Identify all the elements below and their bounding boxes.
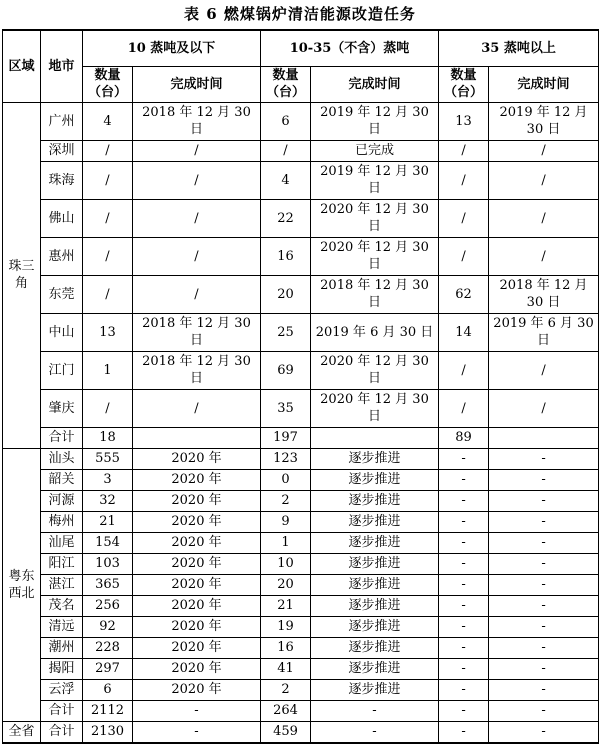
city-cell: 潮州	[41, 637, 83, 658]
qty-cell: /	[83, 237, 133, 275]
city-cell: 肇庆	[41, 389, 83, 427]
qty-cell: 13	[83, 313, 133, 351]
qty-cell: 365	[83, 574, 133, 595]
qty-cell: -	[439, 679, 489, 700]
time-cell: -	[489, 721, 599, 743]
time-cell: -	[489, 658, 599, 679]
qty-cell: 20	[261, 574, 311, 595]
time-cell: -	[489, 637, 599, 658]
qty-cell: 264	[261, 700, 311, 721]
qty-cell: 9	[261, 511, 311, 532]
qty-cell: 4	[83, 102, 133, 140]
time-cell: 2018 年 12 月 30 日	[133, 351, 261, 389]
qty-cell: 35	[261, 389, 311, 427]
time-cell: 2020 年	[133, 637, 261, 658]
time-cell: -	[489, 490, 599, 511]
boiler-renovation-table	[2, 29, 599, 744]
time-cell: -	[133, 700, 261, 721]
table-row	[3, 490, 599, 511]
qty-cell: 69	[261, 351, 311, 389]
time-cell: 2020 年	[133, 490, 261, 511]
table-row	[3, 448, 599, 469]
time-cell: -	[489, 679, 599, 700]
time-cell: -	[489, 553, 599, 574]
qty-cell: 123	[261, 448, 311, 469]
qty-cell: /	[439, 199, 489, 237]
qty-cell: /	[439, 351, 489, 389]
time-cell: 逐步推进	[311, 511, 439, 532]
time-cell: 2019 年 6 月 30 日	[489, 313, 599, 351]
qty-cell: /	[83, 389, 133, 427]
time-cell: /	[133, 275, 261, 313]
header-group-10: 10 蒸吨及以下	[83, 30, 261, 66]
city-cell: 惠州	[41, 237, 83, 275]
qty-cell: 22	[261, 199, 311, 237]
region-name: 珠三角	[3, 102, 41, 448]
time-cell: 2018 年 12 月 30 日	[489, 275, 599, 313]
time-cell: 逐步推进	[311, 532, 439, 553]
city-cell: 深圳	[41, 140, 83, 161]
subtotal-label: 合计	[41, 721, 83, 743]
time-cell: 2020 年	[133, 511, 261, 532]
qty-cell: 297	[83, 658, 133, 679]
time-cell: 逐步推进	[311, 553, 439, 574]
city-cell: 茂名	[41, 595, 83, 616]
time-cell: /	[489, 389, 599, 427]
qty-cell: /	[439, 237, 489, 275]
qty-cell: 92	[83, 616, 133, 637]
qty-cell: /	[439, 140, 489, 161]
qty-cell: 16	[261, 237, 311, 275]
qty-cell: 14	[439, 313, 489, 351]
table-row	[3, 616, 599, 637]
qty-cell: 18	[83, 427, 133, 448]
qty-cell: 1	[83, 351, 133, 389]
header-time: 完成时间	[133, 66, 261, 102]
qty-cell: 1	[261, 532, 311, 553]
city-cell: 揭阳	[41, 658, 83, 679]
time-cell: /	[133, 140, 261, 161]
time-cell: 2020 年	[133, 616, 261, 637]
time-cell: 2020 年	[133, 532, 261, 553]
table-row	[3, 275, 599, 313]
table-row	[3, 313, 599, 351]
qty-cell: -	[439, 616, 489, 637]
qty-cell: 13	[439, 102, 489, 140]
qty-cell: 154	[83, 532, 133, 553]
qty-cell: -	[439, 448, 489, 469]
qty-cell: -	[439, 574, 489, 595]
time-cell: /	[133, 161, 261, 199]
time-cell: 2020 年 12 月 30 日	[311, 389, 439, 427]
qty-cell: -	[439, 511, 489, 532]
time-cell: 逐步推进	[311, 616, 439, 637]
table-row	[3, 161, 599, 199]
table-row	[3, 140, 599, 161]
time-cell: 逐步推进	[311, 595, 439, 616]
time-cell: 2020 年 12 月 30 日	[311, 237, 439, 275]
qty-cell: 256	[83, 595, 133, 616]
time-cell: -	[489, 616, 599, 637]
table-row	[3, 102, 599, 140]
qty-cell: /	[83, 140, 133, 161]
qty-cell: 228	[83, 637, 133, 658]
qty-cell: -	[439, 658, 489, 679]
table-row	[3, 553, 599, 574]
qty-cell: 459	[261, 721, 311, 743]
qty-cell: 21	[261, 595, 311, 616]
city-cell: 湛江	[41, 574, 83, 595]
time-cell: -	[133, 721, 261, 743]
qty-cell: -	[439, 490, 489, 511]
time-cell: /	[489, 237, 599, 275]
city-cell: 中山	[41, 313, 83, 351]
time-cell: /	[133, 237, 261, 275]
time-cell: 2019 年 12 月 30 日	[311, 161, 439, 199]
time-cell	[489, 427, 599, 448]
header-qty: 数量（台）	[439, 66, 489, 102]
table-row	[3, 237, 599, 275]
city-cell: 汕尾	[41, 532, 83, 553]
time-cell: 2019 年 12 月 30 日	[311, 102, 439, 140]
city-cell: 广州	[41, 102, 83, 140]
table-row	[3, 658, 599, 679]
subtotal-label: 合计	[41, 427, 83, 448]
qty-cell: -	[439, 553, 489, 574]
qty-cell: 103	[83, 553, 133, 574]
time-cell: -	[489, 448, 599, 469]
table-row	[3, 595, 599, 616]
region-name: 粤东西北	[3, 448, 41, 721]
table-row	[3, 389, 599, 427]
time-cell: 2018 年 12 月 30 日	[133, 102, 261, 140]
time-cell: /	[489, 351, 599, 389]
time-cell: /	[489, 161, 599, 199]
time-cell: 2020 年	[133, 595, 261, 616]
table-row	[3, 679, 599, 700]
qty-cell: 16	[261, 637, 311, 658]
subtotal-row	[3, 700, 599, 721]
time-cell: 2020 年 12 月 30 日	[311, 199, 439, 237]
header-group-35: 35 蒸吨以上	[439, 30, 599, 66]
time-cell: 2019 年 6 月 30 日	[311, 313, 439, 351]
time-cell: 2020 年	[133, 469, 261, 490]
qty-cell: -	[439, 700, 489, 721]
qty-cell: 32	[83, 490, 133, 511]
table-row	[3, 469, 599, 490]
time-cell: 逐步推进	[311, 490, 439, 511]
region-name: 全省	[3, 721, 41, 743]
qty-cell: -	[439, 721, 489, 743]
time-cell: -	[489, 469, 599, 490]
city-cell: 云浮	[41, 679, 83, 700]
header-city: 地市	[41, 30, 83, 102]
time-cell: 逐步推进	[311, 448, 439, 469]
city-cell: 江门	[41, 351, 83, 389]
time-cell: 2020 年	[133, 448, 261, 469]
qty-cell: -	[439, 469, 489, 490]
qty-cell: 2130	[83, 721, 133, 743]
qty-cell: /	[83, 161, 133, 199]
time-cell: -	[311, 721, 439, 743]
qty-cell: 2	[261, 679, 311, 700]
city-cell: 汕头	[41, 448, 83, 469]
qty-cell: 2112	[83, 700, 133, 721]
city-cell: 东莞	[41, 275, 83, 313]
qty-cell: 19	[261, 616, 311, 637]
qty-cell: 555	[83, 448, 133, 469]
time-cell: 2020 年	[133, 574, 261, 595]
time-cell: -	[489, 700, 599, 721]
qty-cell: 2	[261, 490, 311, 511]
time-cell: 2020 年	[133, 679, 261, 700]
city-cell: 韶关	[41, 469, 83, 490]
qty-cell: /	[439, 389, 489, 427]
qty-cell: 6	[83, 679, 133, 700]
qty-cell: 197	[261, 427, 311, 448]
city-cell: 阳江	[41, 553, 83, 574]
qty-cell: 0	[261, 469, 311, 490]
time-cell: 逐步推进	[311, 658, 439, 679]
time-cell: 2020 年 12 月 30 日	[311, 351, 439, 389]
time-cell: -	[489, 574, 599, 595]
time-cell: 2020 年	[133, 658, 261, 679]
qty-cell: -	[439, 532, 489, 553]
qty-cell: 21	[83, 511, 133, 532]
qty-cell: 62	[439, 275, 489, 313]
qty-cell: 20	[261, 275, 311, 313]
table-row	[3, 351, 599, 389]
time-cell: 逐步推进	[311, 574, 439, 595]
header-qty: 数量（台）	[261, 66, 311, 102]
province-total-row	[3, 721, 599, 743]
qty-cell: 4	[261, 161, 311, 199]
time-cell: 逐步推进	[311, 679, 439, 700]
table-row	[3, 637, 599, 658]
time-cell	[133, 427, 261, 448]
header-time: 完成时间	[489, 66, 599, 102]
time-cell: 2018 年 12 月 30 日	[133, 313, 261, 351]
time-cell: -	[489, 511, 599, 532]
table-title: 表 6 燃煤锅炉清洁能源改造任务	[184, 5, 416, 23]
city-cell: 梅州	[41, 511, 83, 532]
subtotal-label: 合计	[41, 700, 83, 721]
subtotal-row	[3, 427, 599, 448]
header-group-10-35: 10-35（不含）蒸吨	[261, 30, 439, 66]
time-cell: /	[133, 199, 261, 237]
qty-cell: /	[439, 161, 489, 199]
header-qty: 数量（台）	[83, 66, 133, 102]
city-cell: 清远	[41, 616, 83, 637]
city-cell: 佛山	[41, 199, 83, 237]
qty-cell: 89	[439, 427, 489, 448]
time-cell: /	[489, 140, 599, 161]
city-cell: 珠海	[41, 161, 83, 199]
table-body	[3, 102, 599, 743]
table-row	[3, 511, 599, 532]
time-cell	[311, 427, 439, 448]
time-cell: -	[489, 532, 599, 553]
qty-cell: 41	[261, 658, 311, 679]
time-cell: /	[133, 389, 261, 427]
table-row	[3, 199, 599, 237]
time-cell: -	[311, 700, 439, 721]
qty-cell: 6	[261, 102, 311, 140]
time-cell: 逐步推进	[311, 469, 439, 490]
time-cell: 已完成	[311, 140, 439, 161]
time-cell: 2020 年	[133, 553, 261, 574]
city-cell: 河源	[41, 490, 83, 511]
time-cell: /	[489, 199, 599, 237]
header-region: 区域	[3, 30, 41, 102]
qty-cell: /	[261, 140, 311, 161]
qty-cell: /	[83, 199, 133, 237]
qty-cell: 3	[83, 469, 133, 490]
time-cell: 逐步推进	[311, 637, 439, 658]
table-row	[3, 532, 599, 553]
qty-cell: -	[439, 595, 489, 616]
table-row	[3, 574, 599, 595]
qty-cell: 25	[261, 313, 311, 351]
qty-cell: 10	[261, 553, 311, 574]
time-cell: 2019 年 12 月 30 日	[489, 102, 599, 140]
time-cell: -	[489, 595, 599, 616]
qty-cell: /	[83, 275, 133, 313]
header-time: 完成时间	[311, 66, 439, 102]
qty-cell: -	[439, 637, 489, 658]
time-cell: 2018 年 12 月 30 日	[311, 275, 439, 313]
